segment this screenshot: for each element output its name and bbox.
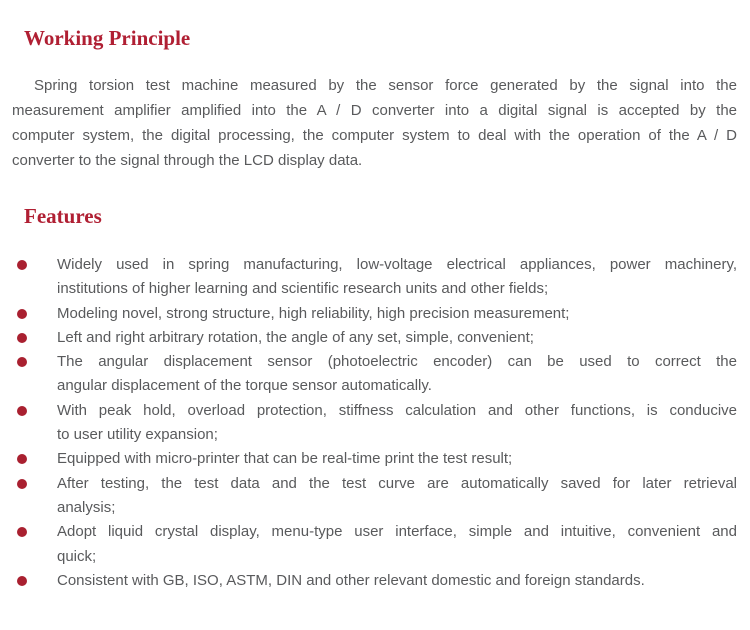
feature-item	[0, 326, 737, 350]
paragraph-line: Spring torsion test machine measured by the sensor force generated by the signal into the	[34, 77, 737, 94]
feature-line: Consistent with GB, ISO, ASTM, DIN and other relevant domestic and foreign standards.	[57, 571, 645, 589]
bullet-icon	[17, 479, 27, 489]
feature-line: The angular displacement sensor (photoelectric encoder) can be used to correct the	[57, 353, 737, 371]
working-principle-heading: Working Principle	[24, 26, 191, 50]
feature-line: With peak hold, overload protection, stiffness calculation and other functions, is conducive	[57, 401, 737, 419]
features-list	[0, 253, 737, 593]
feature-item	[0, 520, 737, 569]
feature-item	[0, 472, 737, 521]
bullet-icon	[17, 454, 27, 464]
paragraph-line: measurement amplifier amplified into the A / D converter into a digital signal is accepted by the	[12, 102, 737, 119]
feature-line: analysis;	[57, 498, 116, 516]
feature-line: Modeling novel, strong structure, high reliability, high precision measurement;	[57, 304, 570, 322]
bullet-icon	[17, 576, 27, 586]
feature-line: Left and right arbitrary rotation, the angle of any set, simple, convenient;	[57, 328, 534, 346]
bullet-icon	[17, 260, 27, 270]
feature-line: institutions of higher learning and scientific research units and other fields;	[57, 280, 549, 298]
feature-item	[0, 569, 737, 593]
feature-item	[0, 447, 737, 471]
feature-line: quick;	[57, 547, 97, 565]
working-principle-paragraph	[12, 73, 737, 173]
feature-item	[0, 253, 737, 302]
feature-item	[0, 302, 737, 326]
paragraph-line: computer system, the digital processing, the computer system to deal with the operation of the A / D	[12, 127, 737, 144]
bullet-icon	[17, 333, 27, 343]
feature-line: Adopt liquid crystal display, menu-type user interface, simple and intuitive, convenient and	[57, 523, 737, 541]
feature-line: to user utility expansion;	[57, 426, 218, 444]
feature-line: After testing, the test data and the test curve are automatically saved for later retrieval	[57, 474, 737, 492]
paragraph-line: converter to the signal through the LCD display data.	[12, 152, 363, 169]
feature-line: Widely used in spring manufacturing, low-voltage electrical appliances, power machinery,	[57, 256, 737, 273]
feature-item	[0, 350, 737, 399]
bullet-icon	[17, 406, 27, 416]
bullet-icon	[17, 357, 27, 367]
bullet-icon	[17, 309, 27, 319]
features-heading: Features	[24, 204, 102, 228]
feature-line: Equipped with micro-printer that can be real-time print the test result;	[57, 450, 513, 468]
bullet-icon	[17, 527, 27, 537]
feature-line: angular displacement of the torque sensor automatically.	[57, 377, 432, 395]
feature-item	[0, 399, 737, 448]
